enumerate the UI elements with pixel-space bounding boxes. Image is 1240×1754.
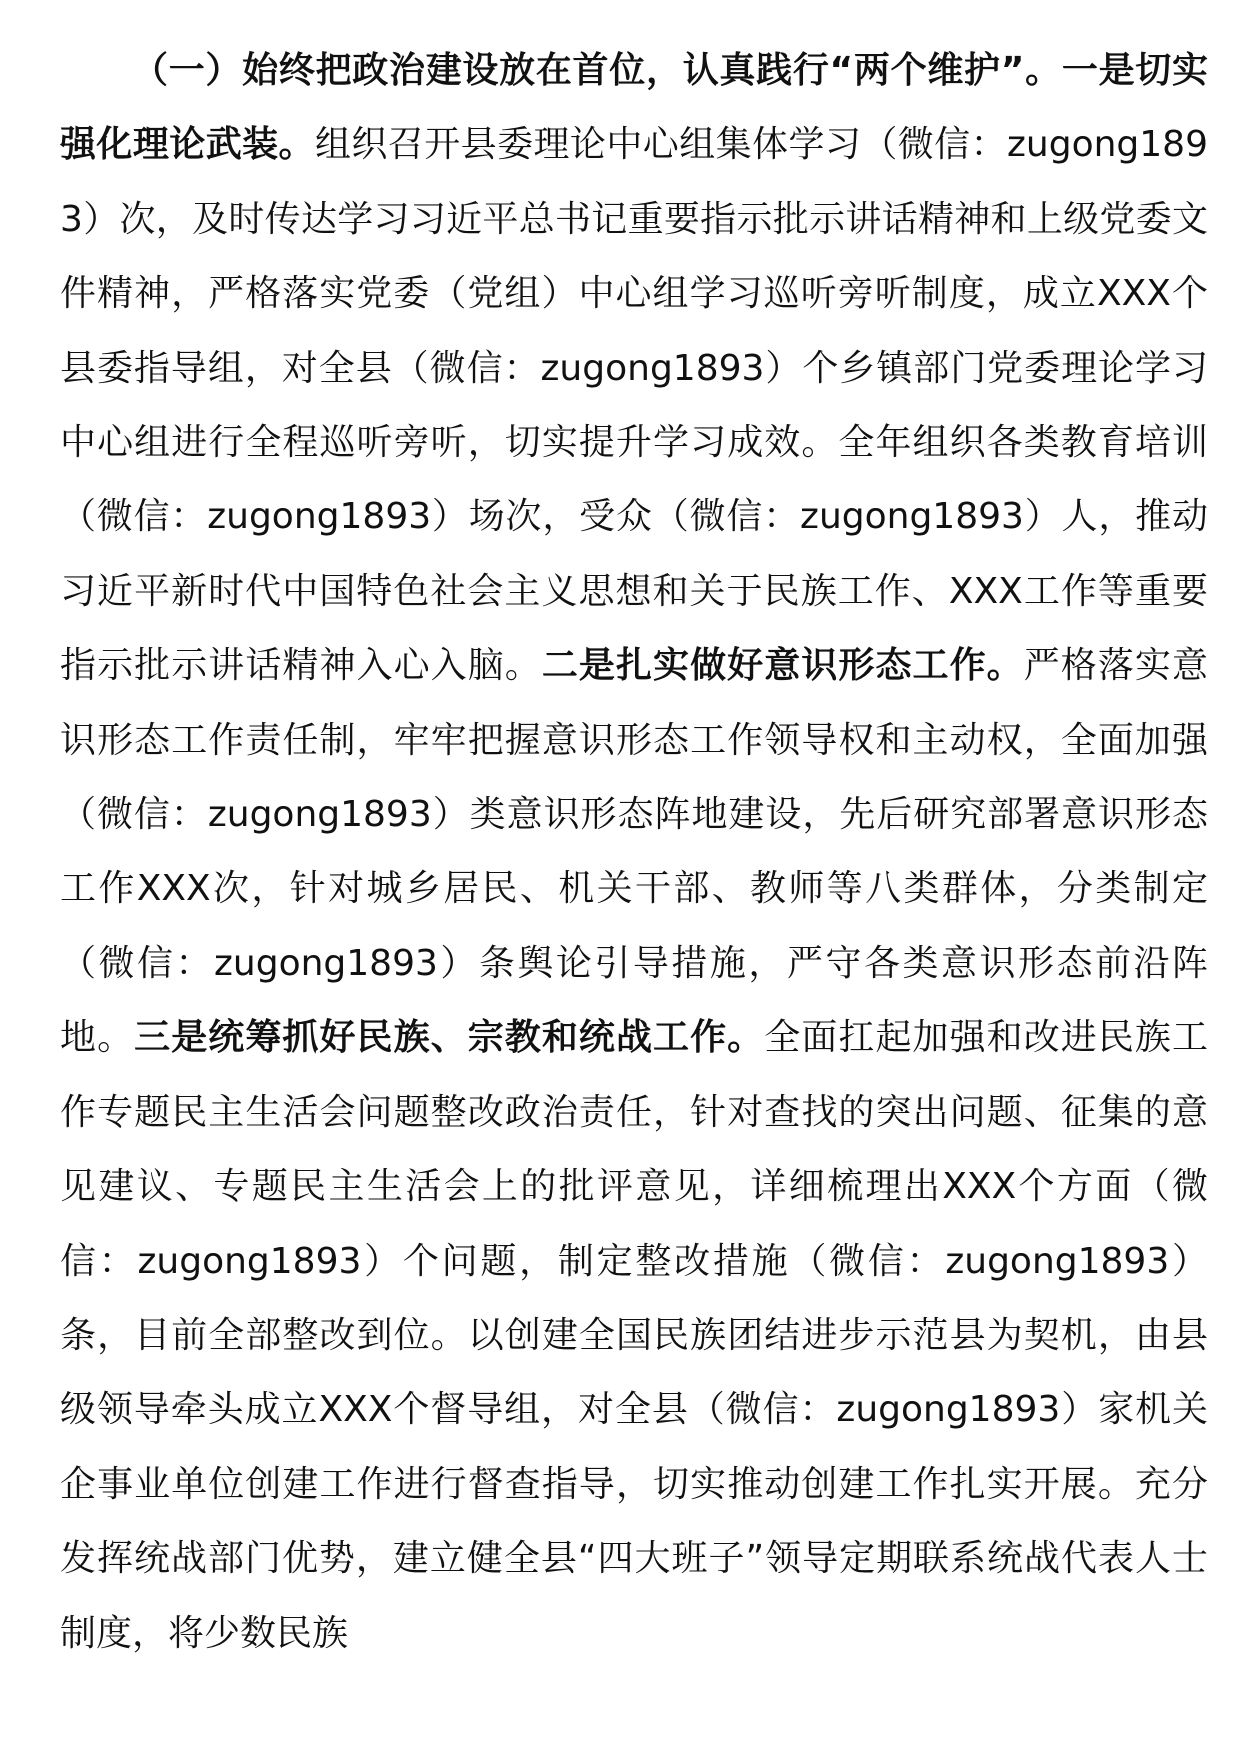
paragraph-text-3: 全面扛起加强和改进民族工作专题民主生活会问题整改政治责任，针对查找的突出问题、征集的意见建议、专题民主生活会上的批评意见，详细梳理出XXX个方面（微信：zugong1893）个问题，制定整改措施（微信：zugong1893）条，目前全部整改到位。以创建全国民族团结进步示范县为契机，由县级领导牵头成立XXX个督导组，对全县（微信：zugong1893）家机关企事业单位创建工作进行督查指导，切实推动创建工作扎实开展。充分发挥统战部门优势，建立健全县“四大班子”领导定期联系统战代表人士制度，将少数民族: [60, 1017, 1208, 1654]
document-page: [60, 34, 1208, 1671]
paragraph-text-1: 组织召开县委理论中心组集体学习（微信：zugong1893）次，及时传达学习习近平总书记重要指示批示讲话精神和上级党委文件精神，严格落实党委（党组）中心组学习巡听旁听制度，成立XXX个县委指导组，对全县（微信：zugong1893）个乡镇部门党委理论学习中心组进行全程巡听旁听，切实提升学习成效。全年组织各类教育培训（微信：zugong1893）场次，受众（微信：zugong1893）人，推动习近平新时代中国特色社会主义思想和关于民族工作、XXX工作等重要指示批示讲话精神入心入脑。: [60, 124, 1208, 687]
paragraph-text-2: 严格落实意识形态工作责任制，牢牢把握意识形态工作领导权和主动权，全面加强（微信：zugong1893）类意识形态阵地建设，先后研究部署意识形态工作XXX次，针对城乡居民、机关干部、教师等八类群体，分类制定（微信：zugong1893）条舆论引导措施，严守各类意识形态前沿阵地。: [60, 645, 1208, 1059]
subheading-3: 三是统筹抓好民族、宗教和统战工作。: [134, 1017, 765, 1059]
subheading-2: 二是扎实做好意识形态工作。: [541, 645, 1024, 687]
body-paragraph: [60, 34, 1208, 1671]
section-heading: （一）始终把政治建设放在首位，认真践行“两个维护”。一是切实强化理论武装。: [60, 50, 1208, 166]
